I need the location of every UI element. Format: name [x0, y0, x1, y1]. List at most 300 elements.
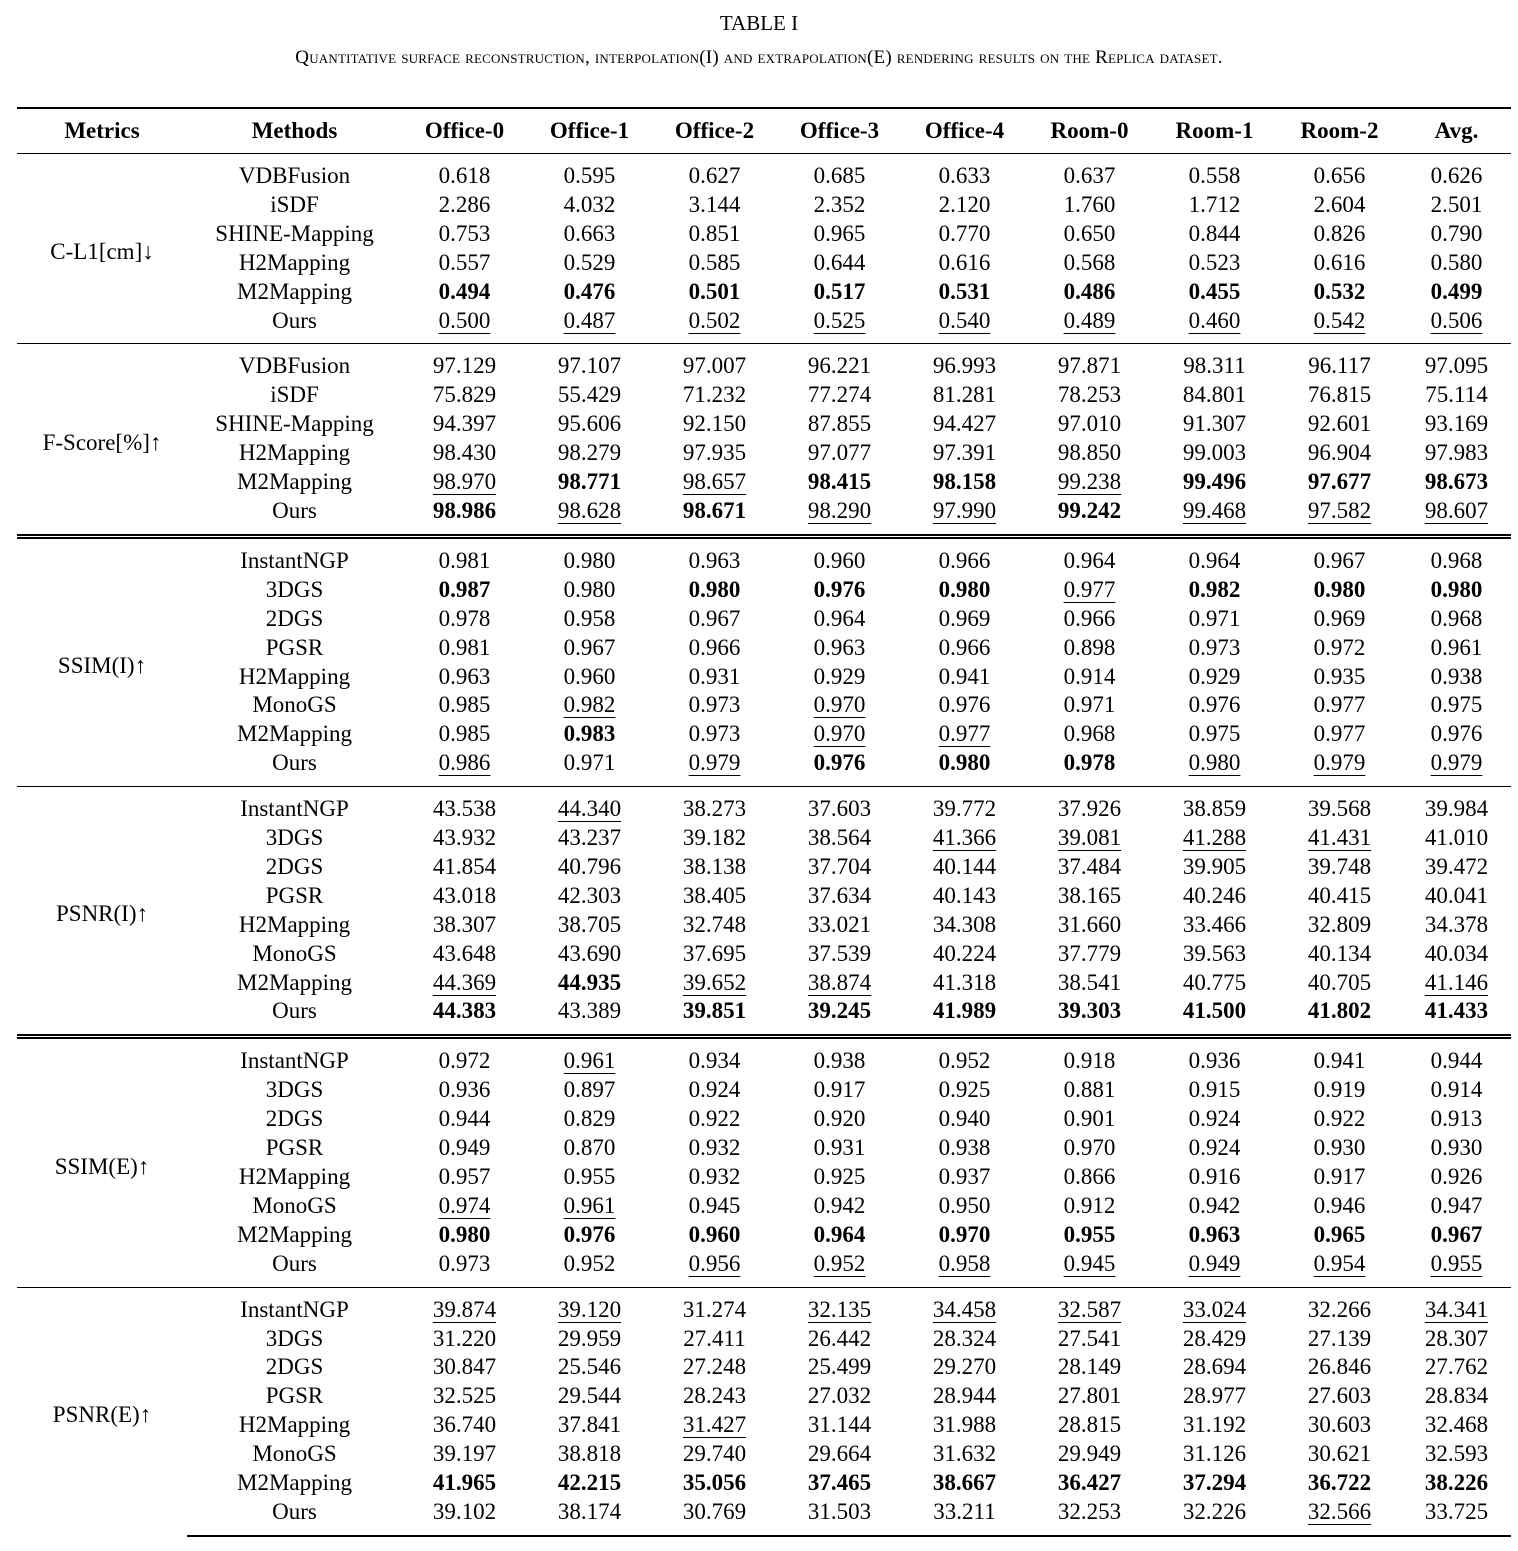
value-cell — [777, 381, 902, 410]
value-cell — [402, 1353, 527, 1382]
value-text: 29.544 — [557, 1383, 622, 1409]
method-name: MonoGS — [252, 1192, 337, 1218]
value-cell — [1027, 1411, 1152, 1440]
table-label: TABLE I — [719, 11, 799, 35]
value-text: 40.144 — [932, 853, 997, 879]
table-row — [17, 691, 1511, 720]
value-cell — [527, 1353, 652, 1382]
value-cell — [1152, 468, 1277, 497]
value-text: 0.925 — [938, 1077, 991, 1103]
value-text: 39.563 — [1182, 940, 1247, 966]
value-text: 0.924 — [1188, 1106, 1241, 1132]
value-text: 97.007 — [682, 353, 747, 379]
value-text: 78.253 — [1057, 382, 1122, 408]
value-text: 39.984 — [1424, 796, 1489, 822]
value-text: 92.601 — [1307, 411, 1372, 437]
value-text: 43.648 — [432, 940, 497, 966]
value-text: 34.458 — [932, 1296, 997, 1322]
metric-label: F-Score[%]↑ — [17, 344, 187, 536]
value-cell — [652, 536, 777, 575]
value-text: 40.796 — [557, 853, 622, 879]
table-row — [17, 749, 1511, 786]
value-cell — [1027, 1192, 1152, 1221]
value-text: 0.960 — [688, 1221, 741, 1247]
value-text: 0.949 — [438, 1135, 491, 1161]
value-text: 0.558 — [1188, 163, 1241, 188]
value-cell — [652, 1076, 777, 1105]
value-text: 0.829 — [563, 1106, 616, 1132]
value-text: 32.468 — [1424, 1412, 1489, 1438]
value-cell — [402, 720, 527, 749]
value-cell — [1277, 824, 1402, 853]
value-text: 76.815 — [1307, 382, 1372, 408]
value-cell — [902, 344, 1027, 381]
value-cell — [1152, 1192, 1277, 1221]
value-text: 31.220 — [432, 1325, 497, 1351]
value-text: 43.690 — [557, 940, 622, 966]
value-cell — [527, 439, 652, 468]
table-row — [17, 497, 1511, 536]
value-text: 39.303 — [1057, 998, 1122, 1024]
value-cell — [402, 1325, 527, 1354]
value-text: 41.366 — [932, 825, 997, 851]
value-cell — [1277, 853, 1402, 882]
value-cell — [652, 1498, 777, 1536]
value-text: 32.525 — [432, 1383, 497, 1409]
value-cell — [1027, 1163, 1152, 1192]
method-name: H2Mapping — [238, 249, 351, 275]
value-cell — [1277, 691, 1402, 720]
value-text: 39.081 — [1057, 825, 1122, 851]
value-text: 38.874 — [807, 969, 872, 995]
table-row — [17, 576, 1511, 605]
value-cell — [1152, 249, 1277, 278]
value-cell — [902, 497, 1027, 536]
value-cell — [777, 691, 902, 720]
value-cell — [902, 1163, 1027, 1192]
value-text: 0.982 — [1188, 576, 1241, 602]
value-cell — [1277, 536, 1402, 575]
value-cell — [1027, 1221, 1152, 1250]
value-text: 38.541 — [1057, 969, 1122, 995]
value-cell — [1027, 1105, 1152, 1134]
value-cell — [1152, 1105, 1277, 1134]
value-cell — [402, 1382, 527, 1411]
value-cell — [402, 536, 527, 575]
value-text: 36.740 — [432, 1412, 497, 1438]
value-text: 41.431 — [1307, 825, 1372, 851]
value-text: 0.976 — [938, 692, 991, 718]
value-text: 0.618 — [438, 163, 491, 188]
value-cell — [902, 1382, 1027, 1411]
value-cell — [902, 634, 1027, 663]
value-cell — [1402, 1192, 1511, 1221]
value-text: 0.870 — [563, 1135, 616, 1161]
method-name: H2Mapping — [238, 911, 351, 937]
value-cell — [902, 278, 1027, 307]
value-text: 0.901 — [1063, 1106, 1116, 1132]
value-text: 0.952 — [813, 1250, 866, 1276]
value-cell — [402, 278, 527, 307]
value-cell — [1402, 787, 1511, 824]
value-text: 33.725 — [1424, 1498, 1489, 1524]
value-cell — [402, 1192, 527, 1221]
value-cell — [902, 605, 1027, 634]
metric-label: PSNR(I)↑ — [17, 787, 187, 1037]
value-text: 0.975 — [1430, 692, 1483, 718]
table-row — [17, 1353, 1511, 1382]
value-text: 0.942 — [813, 1192, 866, 1218]
table-row — [17, 191, 1511, 220]
table-row — [17, 1498, 1511, 1536]
value-text: 0.961 — [563, 1192, 616, 1218]
value-text: 39.120 — [557, 1296, 622, 1322]
value-cell — [902, 1250, 1027, 1287]
value-cell — [902, 1287, 1027, 1324]
table-row — [17, 1221, 1511, 1250]
value-text: 0.585 — [688, 249, 741, 275]
value-cell — [1402, 497, 1511, 536]
value-cell — [777, 191, 902, 220]
value-cell — [402, 344, 527, 381]
value-text: 0.986 — [438, 750, 491, 776]
value-text: 0.973 — [1188, 634, 1241, 660]
table-row — [17, 940, 1511, 969]
value-cell — [527, 1076, 652, 1105]
method-name: Ours — [272, 1250, 317, 1276]
value-cell — [1027, 154, 1152, 191]
value-cell — [1402, 154, 1511, 191]
method-name: SHINE-Mapping — [215, 411, 374, 437]
value-text: 97.990 — [932, 497, 997, 523]
value-text: 0.976 — [1430, 721, 1483, 747]
value-text: 0.913 — [1430, 1106, 1483, 1132]
value-text: 0.964 — [813, 1221, 866, 1247]
value-text: 32.593 — [1424, 1441, 1489, 1467]
value-cell — [402, 1250, 527, 1287]
value-cell — [777, 154, 902, 191]
value-cell — [1152, 1440, 1277, 1469]
value-cell — [1277, 381, 1402, 410]
column-header: Room-1 — [1175, 118, 1254, 143]
method-name: 2DGS — [265, 1106, 324, 1132]
value-cell — [1027, 853, 1152, 882]
value-text: 0.987 — [438, 576, 491, 602]
value-cell — [777, 1076, 902, 1105]
value-text: 0.914 — [1063, 663, 1116, 689]
value-cell — [1027, 1498, 1152, 1536]
value-cell — [1402, 1037, 1511, 1076]
value-text: 0.627 — [688, 163, 741, 188]
value-text: 0.968 — [1063, 721, 1116, 747]
value-cell — [652, 749, 777, 786]
value-cell — [1027, 663, 1152, 692]
value-cell — [777, 1221, 902, 1250]
value-cell — [777, 749, 902, 786]
value-text: 43.237 — [557, 825, 622, 851]
value-cell — [652, 191, 777, 220]
value-cell — [1277, 787, 1402, 824]
value-cell — [527, 1192, 652, 1221]
value-text: 0.982 — [563, 692, 616, 718]
value-cell — [652, 940, 777, 969]
value-cell — [1152, 536, 1277, 575]
value-text: 0.972 — [438, 1048, 491, 1074]
value-text: 28.815 — [1057, 1412, 1122, 1438]
value-text: 31.988 — [932, 1412, 997, 1438]
value-cell — [1152, 997, 1277, 1036]
value-cell — [527, 691, 652, 720]
value-text: 0.967 — [688, 605, 741, 631]
value-cell — [527, 824, 652, 853]
value-cell — [902, 191, 1027, 220]
value-text: 0.932 — [688, 1135, 741, 1161]
value-text: 41.500 — [1182, 998, 1247, 1024]
value-text: 96.221 — [807, 353, 872, 379]
value-text: 91.307 — [1182, 411, 1247, 437]
value-cell — [402, 1037, 527, 1076]
value-cell — [777, 1192, 902, 1221]
value-cell — [777, 940, 902, 969]
method-name: Ours — [187, 1498, 402, 1536]
value-text: 99.242 — [1057, 497, 1122, 523]
value-text: 0.476 — [563, 278, 616, 304]
value-cell — [1152, 1498, 1277, 1536]
value-text: 99.496 — [1182, 469, 1247, 495]
value-text: 32.226 — [1182, 1498, 1247, 1524]
value-text: 98.970 — [432, 469, 497, 495]
value-text: 32.566 — [1307, 1498, 1372, 1524]
value-cell — [652, 439, 777, 468]
method-name: PGSR — [265, 1135, 324, 1161]
value-cell — [1277, 1192, 1402, 1221]
value-cell — [402, 605, 527, 634]
value-text: 43.389 — [557, 998, 622, 1024]
value-text: 0.922 — [1313, 1106, 1366, 1132]
value-cell — [1152, 853, 1277, 882]
value-cell — [527, 1134, 652, 1163]
value-cell — [1402, 249, 1511, 278]
value-text: 2.604 — [1313, 191, 1366, 217]
value-text: 29.664 — [807, 1441, 872, 1467]
table-row — [17, 969, 1511, 998]
value-text: 0.930 — [1313, 1135, 1366, 1161]
value-cell — [777, 1037, 902, 1076]
value-text: 0.866 — [1063, 1164, 1116, 1189]
value-text: 0.917 — [1313, 1164, 1366, 1189]
value-text: 97.983 — [1424, 440, 1489, 466]
value-cell — [652, 997, 777, 1036]
value-text: 0.977 — [1313, 692, 1366, 718]
value-text: 39.102 — [432, 1498, 497, 1524]
value-text: 0.916 — [1188, 1164, 1241, 1189]
method-name: H2Mapping — [238, 663, 351, 689]
value-cell — [1027, 940, 1152, 969]
method-name: 3DGS — [265, 1077, 324, 1103]
value-text: 0.969 — [1313, 605, 1366, 631]
value-cell — [402, 787, 527, 824]
value-text: 0.914 — [1430, 1077, 1483, 1103]
value-text: 94.397 — [432, 411, 497, 437]
value-text: 99.003 — [1182, 440, 1247, 466]
value-cell — [1402, 940, 1511, 969]
value-text: 0.966 — [938, 547, 991, 573]
value-text: 0.920 — [813, 1106, 866, 1132]
value-cell — [527, 1105, 652, 1134]
value-cell — [1402, 439, 1511, 468]
value-cell — [902, 663, 1027, 692]
value-text: 0.979 — [1430, 750, 1483, 776]
value-text: 39.748 — [1307, 853, 1372, 879]
value-cell — [1027, 536, 1152, 575]
column-header: Avg. — [1434, 118, 1479, 143]
value-text: 34.341 — [1424, 1296, 1489, 1322]
value-text: 32.135 — [807, 1296, 872, 1322]
value-cell — [902, 249, 1027, 278]
value-text: 98.671 — [682, 497, 747, 523]
value-cell — [402, 381, 527, 410]
table-row — [17, 605, 1511, 634]
value-cell — [652, 882, 777, 911]
metric-label: C-L1[cm]↓ — [50, 239, 154, 265]
value-text: 41.146 — [1424, 969, 1489, 995]
value-cell — [1027, 882, 1152, 911]
value-cell — [1152, 605, 1277, 634]
value-cell — [402, 249, 527, 278]
value-text: 96.993 — [932, 353, 997, 379]
table-row — [17, 1076, 1511, 1105]
value-cell — [1402, 468, 1511, 497]
value-text: 0.970 — [813, 692, 866, 718]
value-text: 28.834 — [1424, 1383, 1489, 1409]
metric-group — [17, 1287, 1511, 1536]
value-text: 34.308 — [932, 911, 997, 937]
value-cell — [1402, 824, 1511, 853]
value-cell — [777, 220, 902, 249]
value-cell — [777, 497, 902, 536]
value-text: 0.970 — [813, 721, 866, 747]
value-text: 0.506 — [1430, 307, 1483, 333]
value-cell — [1027, 824, 1152, 853]
value-cell — [652, 1134, 777, 1163]
value-text: 0.917 — [813, 1077, 866, 1103]
value-text: 0.650 — [1063, 220, 1116, 246]
value-text: 38.307 — [432, 911, 497, 937]
value-cell — [1152, 911, 1277, 940]
value-text: 40.224 — [932, 940, 997, 966]
value-cell — [1027, 1250, 1152, 1287]
value-text: 44.369 — [432, 969, 497, 995]
value-text: 0.978 — [438, 605, 491, 631]
table-row — [17, 220, 1511, 249]
value-cell — [902, 969, 1027, 998]
value-cell — [1027, 749, 1152, 786]
value-text: 0.753 — [438, 220, 491, 246]
value-text: 0.952 — [938, 1048, 991, 1074]
value-text: 0.941 — [1313, 1048, 1366, 1074]
method-name: H2Mapping — [238, 440, 351, 466]
value-text: 40.246 — [1182, 882, 1247, 908]
value-text: 2.286 — [438, 191, 491, 217]
value-cell — [652, 1192, 777, 1221]
value-text: 0.976 — [813, 750, 866, 776]
value-cell — [777, 249, 902, 278]
value-cell — [652, 911, 777, 940]
value-text: 0.938 — [938, 1135, 991, 1161]
value-text: 0.958 — [938, 1250, 991, 1276]
value-text: 0.934 — [688, 1048, 741, 1074]
value-cell — [1152, 381, 1277, 410]
value-cell — [902, 749, 1027, 786]
value-cell — [777, 1382, 902, 1411]
value-text: 0.963 — [688, 547, 741, 573]
value-cell — [402, 1498, 527, 1536]
value-cell — [902, 439, 1027, 468]
value-text: 29.949 — [1057, 1441, 1122, 1467]
value-cell — [1152, 154, 1277, 191]
value-cell — [527, 1498, 652, 1536]
value-text: 0.517 — [813, 278, 866, 304]
value-cell — [527, 344, 652, 381]
value-text: 0.931 — [813, 1135, 866, 1161]
value-cell — [902, 1498, 1027, 1536]
column-header: Methods — [251, 118, 338, 143]
value-text: 29.270 — [932, 1354, 997, 1380]
value-cell — [902, 536, 1027, 575]
value-cell — [1277, 497, 1402, 536]
value-text: 98.311 — [1183, 353, 1246, 379]
value-cell — [652, 634, 777, 663]
value-text: 0.925 — [813, 1164, 866, 1189]
value-cell — [1402, 997, 1511, 1036]
metric-group — [17, 787, 1511, 1037]
value-text: 25.499 — [807, 1354, 872, 1380]
value-cell — [1152, 1037, 1277, 1076]
table-row — [17, 824, 1511, 853]
value-text: 71.232 — [682, 382, 747, 408]
table-row — [17, 468, 1511, 497]
method-name: H2Mapping — [238, 1164, 351, 1189]
value-text: 0.529 — [563, 249, 616, 275]
value-cell — [1027, 307, 1152, 344]
value-cell — [527, 497, 652, 536]
value-cell — [652, 576, 777, 605]
value-text: 34.378 — [1424, 911, 1489, 937]
value-cell — [652, 1469, 777, 1498]
value-cell — [1277, 1076, 1402, 1105]
value-text: 98.607 — [1424, 497, 1489, 523]
value-cell — [1152, 576, 1277, 605]
value-text: 0.968 — [1430, 605, 1483, 631]
value-cell — [1027, 1076, 1152, 1105]
metric-group — [17, 154, 1511, 344]
table-row — [17, 1037, 1511, 1076]
value-cell — [1152, 882, 1277, 911]
value-cell — [902, 940, 1027, 969]
value-text: 38.226 — [1424, 1470, 1489, 1496]
value-text: 28.944 — [932, 1383, 997, 1409]
value-cell — [1277, 307, 1402, 344]
value-cell — [1277, 220, 1402, 249]
metric-group — [17, 344, 1511, 536]
value-text: 0.486 — [1063, 278, 1116, 304]
value-cell — [1277, 634, 1402, 663]
value-cell — [902, 1469, 1027, 1498]
value-cell — [652, 1353, 777, 1382]
value-cell — [777, 468, 902, 497]
table-row — [17, 1192, 1511, 1221]
value-text: 98.986 — [432, 497, 497, 523]
